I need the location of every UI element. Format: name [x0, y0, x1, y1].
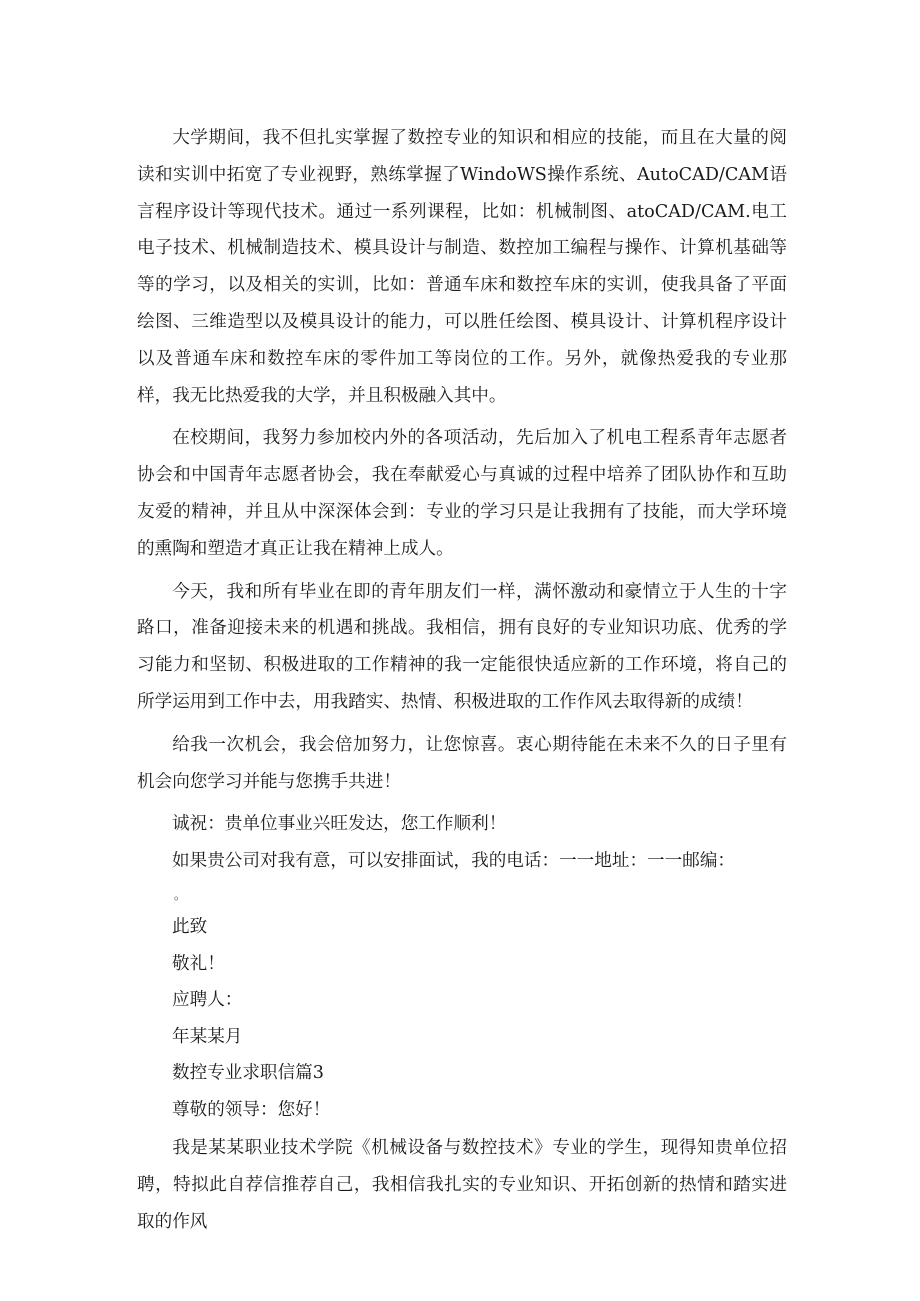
dot-mark: 。: [174, 888, 187, 903]
applicant-label: 应聘人：: [172, 990, 243, 1011]
dot-line: [137, 879, 787, 909]
section-title: 数控专业求职信篇3: [172, 1063, 324, 1084]
paragraph-campus-activities: 在校期间，我努力参加校内外的各项活动，先后加入了机电工程系青年志愿者协会和中国青年志愿者协会，我在奉献爱心与真诚的过程中培养了团队协作和互助友爱的精神，并且从中深深体会到：专业的学习只是让我拥有了技能，而大学环境的熏陶和塑造才真正让我在精神上成人。: [137, 428, 787, 559]
closing-salutation: 此致: [172, 917, 208, 938]
closing-respect: 敬礼！: [172, 953, 225, 974]
paragraph-opportunity: 给我一次机会，我会倍加努力，让您惊喜。衷心期待能在未来不久的日子里有机会向您学习并能与您携手共进！: [137, 734, 787, 792]
paragraph-today: 今天，我和所有毕业在即的青年朋友们一样，满怀激动和豪情立于人生的十字路口，准备迎接未来的机遇和挑战。我相信，拥有良好的专业知识功底、优秀的学习能力和坚韧、积极进取的工作精神的我一定能很快适应新的工作环境，将自己的所学运用到工作中去，用我踏实、热情、积极进取的工作作风去取得新的成绩！: [137, 581, 787, 712]
wish-line: 诚祝：贵单位事业兴旺发达，您工作顺利！: [172, 814, 507, 835]
paragraph-self-introduction: 我是某某职业技术学院《机械设备与数控技术》专业的学生，现得知贵单位招聘，特拟此自荐信推荐自己，我相信我扎实的专业知识、开拓创新的热情和踏实进取的作风: [137, 1138, 787, 1232]
document-body: [137, 120, 787, 1247]
date-line: 年某某月: [172, 1026, 243, 1047]
contact-line: 如果贵公司对我有意，可以安排面试，我的电话：一一地址：一一邮编：: [172, 850, 736, 871]
greeting-line: 尊敬的领导：您好！: [172, 1099, 331, 1120]
paragraph-university: 大学期间，我不但扎实掌握了数控专业的知识和相应的技能，而且在大量的阅读和实训中拓宽了专业视野，熟练掌握了WindoWS操作系统、AutoCAD/CAM语言程序设计等现代技术。通过一系列课程，比如：机械制图、atoCAD/CAM.电工电子技术、机械制造技术、模具设计与制造、数控加工编程与操作、计算机基础等等的学习，以及相关的实训，比如：普通车床和数控车床的实训，使我具备了平面绘图、三维造型以及模具设计的能力，可以胜任绘图、模具设计、计算机程序设计以及普通车床和数控车床的零件加工等岗位的工作。另外，就像热爱我的专业那样，我无比热爱我的大学，并且积极融入其中。: [137, 128, 787, 406]
